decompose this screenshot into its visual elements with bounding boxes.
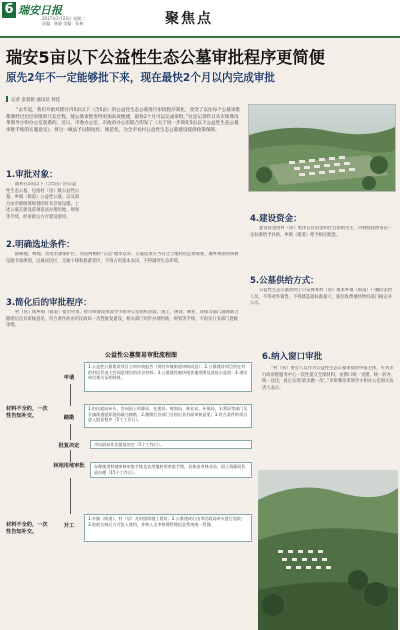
cemetery-landscape-photo	[258, 470, 398, 630]
section-5-text: 公益性生态公墓原则上只安葬本村（居）或本乡镇（街道）户籍的去世人员，不得对外销售，不得建造超标准墓穴，墓位收费须经物价部门核定并公示。	[250, 288, 393, 306]
flow-step-start-label: 开工	[63, 523, 75, 529]
masthead-rule	[0, 36, 400, 38]
issue-editors: 责编：林晓 美编：张林	[42, 21, 84, 26]
flow-step-start-box: 1.乡镇（街道）、村（居）及时组织施工建设；2.公墓建成后由市民政局牵头进行验收；3.验收合格后方可投入使用，并纳入全市殡葬管理信息系统统一管理。	[84, 514, 252, 542]
flow-arrow	[70, 384, 71, 406]
flow-arrow	[70, 478, 71, 514]
flow-step-inspect-box: 1.由民政局牵头，会同国土资源局、住建局、规划局、林业局、环保局、水利局等部门及乡镇街道组织现场联合踏勘；2.踏勘后各部门分别出具书面审核意见；3.符合条件的项目进入批复程序（5个工作日）。	[84, 404, 252, 428]
newspaper-brand: 瑞安日报	[18, 4, 62, 17]
flow-note-top: 材料不全的，一次性告知补交。	[6, 406, 48, 419]
flow-step-approve-box: 市民政局作出批复决定（5个工作日）。	[90, 440, 252, 449]
article-headline: 瑞安5亩以下公益性生态公墓审批程序更简便	[6, 48, 325, 67]
section-2-text: 除耕地、林地、饮用水源保护区、河道两侧和“五边”地带以外，公墓选址应当符合土地利用总体规划、城乡规划和殡葬设施专项规划，远离居民区、交通干线和旅游景区，不得占用基本农田，不得破坏生态环境。	[6, 252, 239, 264]
flow-step-inspect-label: 踏勘	[63, 415, 75, 421]
section-1-title: 1.审批对象：	[6, 170, 58, 180]
section-2-title: 2.明确选址条件：	[6, 240, 75, 250]
section-6-text: “村（居）委会人员作为公益性生态公墓审批的申报主体，可到市行政审批服务中心一次性提交全部材料，由窗口统一受理、统一转办、统一送达，真正实现‘最多跑一次’。”市殡葬改革领导小组办公室相关负责人表示。	[262, 366, 396, 391]
article-subheadline: 原先2年不一定能够批下来，现在最快2个月以内完成审批	[6, 72, 275, 84]
issue-date: 2017年2月23日 星期二	[42, 16, 86, 21]
flow-arrow	[70, 450, 71, 462]
article-lead: “去年起，我们开始对辖区内5亩以下（含5亩）的公益性生态公墓进行审批程序简化，改变了以往每个公墓审批都要经过层层审批的冗长过程，使公墓审批变得更加高效便捷，最快2个月可以完成审批。”这是记者昨日从市殡葬改革领导小组办公室获悉的。近日，市委办公室、市政府办公室联合印发了《关于进一步简化5亩以下公益性生态公墓审批手续的实施意见》，将这一做法予以制度化、规范化，为全市农村公益性生态公墓建设提供政策保障。	[6, 108, 241, 133]
issue-meta	[42, 16, 162, 26]
byline-marker	[6, 96, 8, 102]
flow-note-bottom: 材料不全的，一次性告知补交。	[6, 522, 48, 535]
flow-step-apply-box: 1.公益性公墓建设项目立项申请报告（须经乡镇街道审核同意）；2.公墓建设项目所在村的村民代表大会同意建设的决议材料；3.公墓建设地块现状地形图及选址示意图；4.建设单位相关证明材料。	[84, 362, 252, 392]
section-1-text: 面积在5亩以下（含5亩）的公益性生态公墓，包括村（居）级公益性公墓、乡镇（街道）公益性公墓，以及部分由市级统筹规划的骨灰存放设施。上述公墓在建设前须依法办理用地、规划等手续，经审批后方可建设使用。	[6, 182, 80, 220]
section-4-text: 建设资金由村（居）集体自有资金和社会捐助为主，市财政按照每亩一定标准给予补助，乡镇（街道）给予相应配套。	[250, 226, 393, 238]
section-3-text: 村（居）或乡镇（街道）提出申请，经市殡葬改革领导小组办公室组织民政、国土、规划、林业、环保等部门现场联合踏勘后出具审核意见，符合条件的由市民政局一次性批复建设，相关部门同步办理用地、规划等手续，不再实行多部门逐级审批。	[6, 310, 239, 328]
flow-step-land-label: 林地用地审批	[53, 463, 85, 469]
cemetery-aerial-photo	[248, 104, 396, 192]
flowchart-title: 公益性公墓简易审批流程图	[105, 352, 178, 359]
section-4-title: 4.建设资金：	[250, 214, 302, 224]
flow-step-apply-label: 申请	[63, 375, 75, 381]
flow-arrow	[70, 424, 71, 440]
page-number: 6	[2, 2, 16, 18]
section-3-title: 3.简化后的审批程序：	[6, 298, 92, 308]
section-5-title: 5.公墓供给方式：	[250, 276, 319, 286]
flow-step-land-box: 办理使用林地审核审批手续及农用地转用审批手续，具体由市林业局、国土资源局负责办理（15个工作日）。	[90, 462, 252, 478]
flow-step-approve-label: 批复决定	[58, 443, 80, 449]
byline: 记者 金叔铭 通讯员 何佳	[11, 98, 61, 103]
section-title: 聚焦点	[165, 11, 213, 27]
section-6-title: 6.纳入窗口审批	[262, 352, 323, 362]
